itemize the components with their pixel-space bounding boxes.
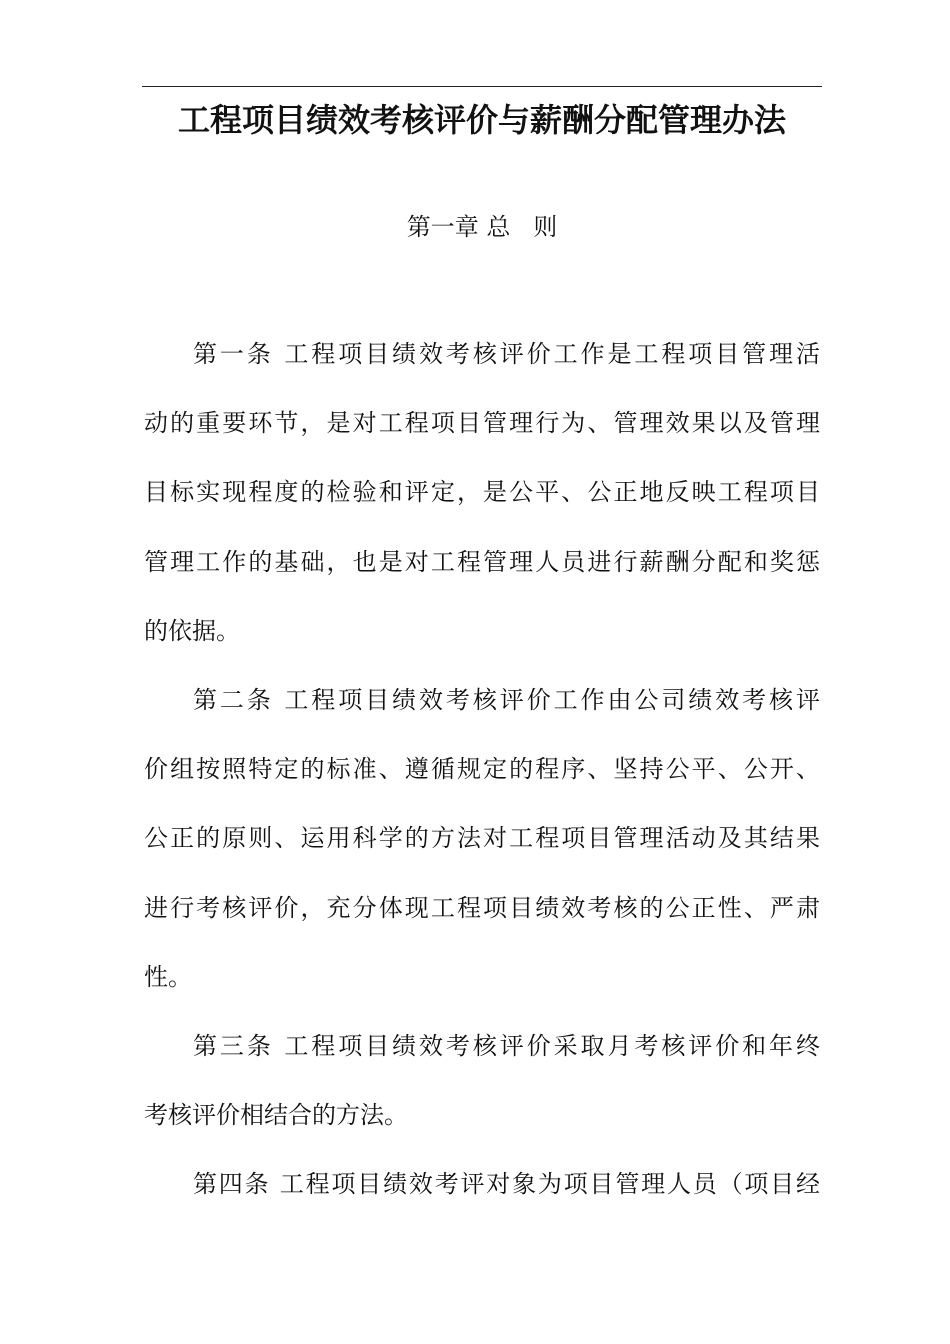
- text-line: 第四条 工程项目绩效考评对象为项目管理人员（项目经: [193, 1170, 820, 1199]
- text-line: 进行考核评价，充分体现工程项目绩效考核的公正性、严肃: [144, 893, 820, 922]
- document-title: 工程项目绩效考核评价与薪酬分配管理办法: [177, 101, 786, 139]
- article-1: [144, 320, 820, 666]
- text-line: 第二条 工程项目绩效考核评价工作由公司绩效考核评: [193, 685, 820, 714]
- text-line: 公正的原则、运用科学的方法对工程项目管理活动及其结果: [144, 824, 820, 853]
- article-4: [144, 1150, 820, 1219]
- text-line: 动的重要环节，是对工程项目管理行为、管理效果以及管理: [144, 409, 820, 438]
- text-line: 价组按照特定的标准、遵循规定的程序、坚持公平、公开、: [144, 755, 820, 784]
- document-body: [144, 320, 820, 1219]
- article-3: [144, 1012, 820, 1150]
- text-line: 性。: [144, 962, 192, 991]
- text-line: 第三条 工程项目绩效考核评价采取月考核评价和年终: [193, 1031, 820, 1060]
- text-line: 第一条 工程项目绩效考核评价工作是工程项目管理活: [193, 340, 820, 368]
- text-line: 管理工作的基础，也是对工程管理人员进行薪酬分配和奖惩: [144, 547, 820, 576]
- text-line: 的依据。: [144, 616, 240, 645]
- header-rule: [142, 86, 822, 87]
- article-2: [144, 666, 820, 1012]
- text-line: 考核评价相结合的方法。: [144, 1101, 408, 1130]
- text-line: 目标实现程度的检验和评定，是公平、公正地反映工程项目: [144, 478, 820, 507]
- chapter-heading: 第一章 总 则: [406, 213, 558, 241]
